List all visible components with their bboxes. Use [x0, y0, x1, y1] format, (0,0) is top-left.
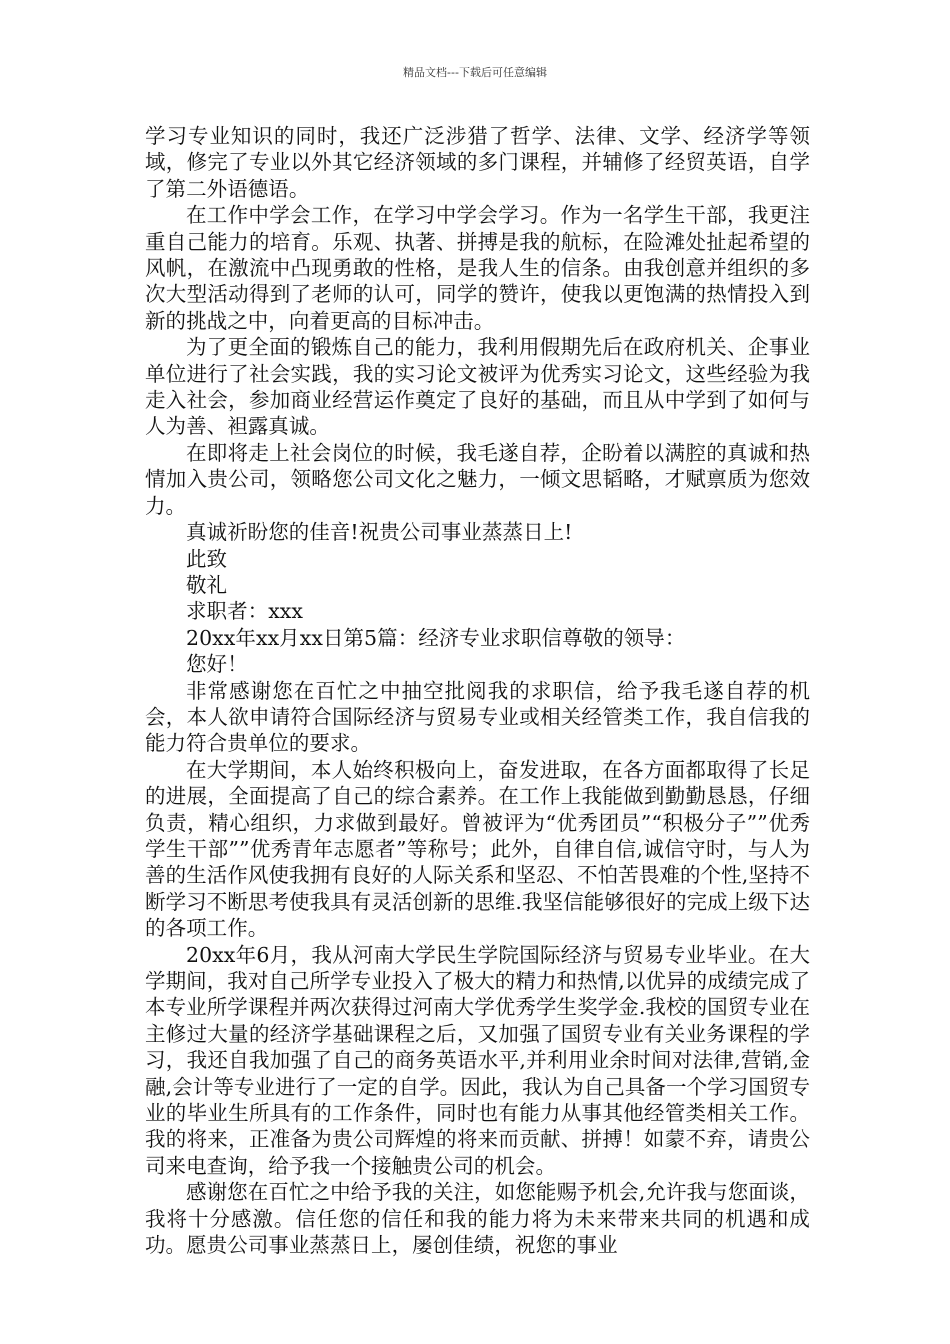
salutation-cizhi: 此致 — [186, 546, 228, 571]
paragraph: 为了更全面的锻炼自己的能力，我利用假期先后在政府机关、企事业单位进行了社会实践，我的实习论文被评为优秀实习论文，这些经验为我走入社会，参加商业经营运作奠定了良好的基础，而且从中学到了如何与人为善、袒露真诚。 — [145, 335, 810, 439]
paragraph: 在即将走上社会岗位的时候，我毛遂自荐，企盼着以满腔的真诚和热情加入贵公司，领略您公司文化之魅力，一倾文思韬略，才赋禀质为您效力。 — [145, 440, 810, 518]
applicant-signature: 求职者：xxx — [186, 599, 304, 624]
paragraph: 20xx年6月，我从河南大学民生学院国际经济与贸易专业毕业。在大学期间，我对自己所学专业投入了极大的精力和热情,以优异的成绩完成了本专业所学课程并两次获得过河南大学优秀学生奖学金.我校的国贸专业在主修过大量的经济学基础课程之后，又加强了国贸专业有关业务课程的学习，我还自我加强了自己的商务英语水平,并利用业余时间对法律,营销,金融,会计等专业进行了一定的自学。因此，我认为自己具备一个学习国贸专业的毕业生所具有的工作条件，同时也有能力从事其他经管类相关工作。我的将来，正准备为贵公司辉煌的将来而贡献、拼搏！如蒙不弃，请贵公司来电查询，给予我一个接触贵公司的机会。 — [145, 942, 810, 1178]
closing-wish: 真诚祈盼您的佳音!祝贵公司事业蒸蒸日上! — [186, 520, 573, 545]
document-body — [145, 123, 810, 1258]
paragraph: 非常感谢您在百忙之中抽空批阅我的求职信，给予我毛遂自荐的机会，本人欲申请符合国际经济与贸易专业或相关经管类工作，我自信我的能力符合贵单位的要求。 — [145, 678, 810, 756]
salutation-jingli: 敬礼 — [186, 572, 228, 597]
greeting: 您好！ — [186, 652, 248, 677]
paragraph: 学习专业知识的同时，我还广泛涉猎了哲学、法律、文学、经济学等领域，修完了专业以外其它经济领域的多门课程，并辅修了经贸英语，自学了第二外语德语。 — [145, 124, 810, 201]
paragraph: 在大学期间，本人始终积极向上，奋发进取，在各方面都取得了长足的进展，全面提高了自己的综合素养。在工作上我能做到勤勤恳恳，仔细负责，精心组织，力求做到最好。曾被评为“优秀团员”“积极分子””优秀学生干部””优秀青年志愿者”等称号；此外，自律自信,诚信守时，与人为善的生活作风使我拥有良好的人际关系和坚忍、不怕苦畏难的个性,坚持不断学习不断思考使我具有灵活创新的思维.我坚信能够很好的完成上级下达的各项工作。 — [145, 757, 810, 941]
paragraph: 在工作中学会工作，在学习中学会学习。作为一名学生干部，我更注重自己能力的培育。乐观、执著、拼搏是我的航标，在险滩处扯起希望的风帆，在激流中凸现勇敢的性格，是我人生的信条。由我创意并组织的多次大型活动得到了老师的认可，同学的赞许，使我以更饱满的热情投入到新的挑战之中，向着更高的目标冲击。 — [145, 203, 810, 333]
paragraph: 感谢您在百忙之中给予我的关注，如您能赐予机会,允许我与您面谈，我将十分感激。信任您的信任和我的能力将为未来带来共同的机遇和成功。愿贵公司事业蒸蒸日上，屡创佳绩，祝您的事业 — [145, 1180, 810, 1258]
page-header: 精品文档---下载后可任意编辑 — [403, 66, 547, 79]
date-and-section-title: 20xx年xx月xx日第5篇：经济专业求职信尊敬的领导： — [186, 625, 686, 650]
